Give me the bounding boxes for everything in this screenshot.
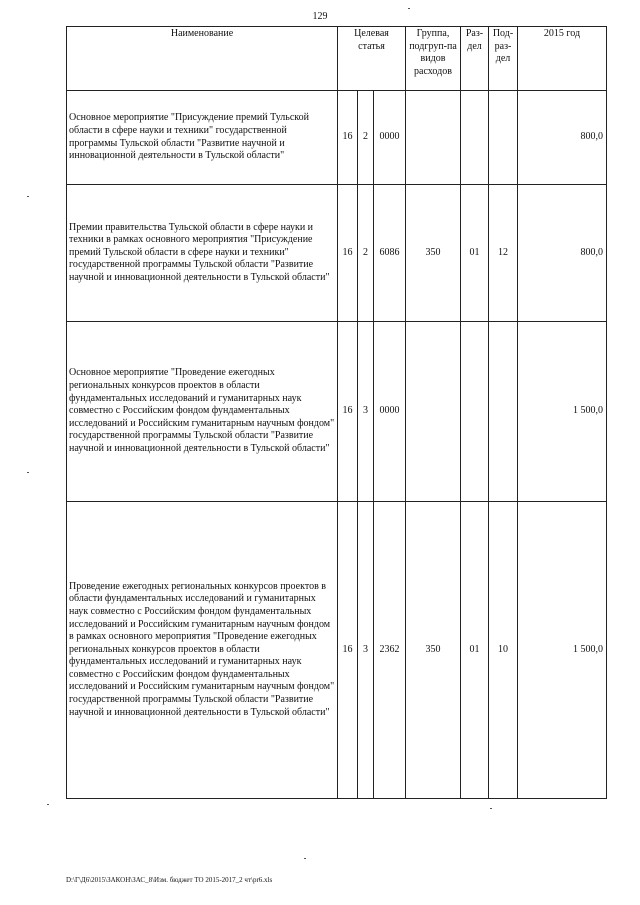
header-year: 2015 год	[518, 27, 607, 91]
page-number: 129	[312, 11, 328, 22]
target-item-program: 16	[338, 502, 358, 799]
header-target-item: Целевая статья	[338, 27, 406, 91]
scan-speck	[408, 8, 410, 9]
row-name: Основное мероприятие "Проведение ежегодных региональных конкурсов проектов в области фундаментальных исследований и гуманитарных наук совместно с Российским фондом фундаментальных исследований и Российским гуманитарным научным фондом" государственной программы Тульской области "Развитие научной и инновационной деятельности в Тульской области"	[67, 322, 338, 502]
row-name: Основное мероприятие "Присуждение премий Тульской области в сфере науки и техники" государственной программы Тульской области "Развитие научной и инновационной деятельности в Тульской области"	[67, 91, 338, 185]
target-item-program: 16	[338, 322, 358, 502]
expense-group	[406, 91, 461, 185]
amount-2015: 800,0	[518, 185, 607, 322]
section: 01	[461, 185, 489, 322]
expense-group: 350	[406, 502, 461, 799]
target-item-direction: 6086	[374, 185, 406, 322]
header-row	[67, 27, 607, 91]
amount-2015: 800,0	[518, 91, 607, 185]
scan-speck	[27, 472, 29, 473]
table-row	[67, 502, 607, 799]
target-item-program: 16	[338, 91, 358, 185]
budget-table	[66, 26, 607, 799]
table-row	[67, 91, 607, 185]
scan-speck	[490, 808, 492, 809]
amount-2015: 1 500,0	[518, 322, 607, 502]
table-row	[67, 322, 607, 502]
subsection: 10	[489, 502, 518, 799]
target-item-subprogram: 2	[358, 91, 374, 185]
section	[461, 91, 489, 185]
target-item-direction: 2362	[374, 502, 406, 799]
subsection	[489, 322, 518, 502]
section: 01	[461, 502, 489, 799]
section	[461, 322, 489, 502]
amount-2015: 1 500,0	[518, 502, 607, 799]
row-name: Премии правительства Тульской области в сфере науки и техники в рамках основного мероприятия "Присуждение премий Тульской области в сфере науки и техники" государственной программы Тульской области "Развитие научной и инновационной деятельности в Тульской области"	[67, 185, 338, 322]
target-item-direction: 0000	[374, 322, 406, 502]
row-name: Проведение ежегодных региональных конкурсов проектов в области фундаментальных исследований и гуманитарных наук совместно с Российским фондом фундаментальных исследований и Российским гуманитарным научным фондом в рамках основного мероприятия "Проведение ежегодных региональных конкурсов проектов в области фундаментальных исследований и гуманитарных наук совместно с Российским фондом фундаментальных исследований и Российским гуманитарным научным фондом" государственной программы Тульской области "Развитие научной и инновационной деятельности в Тульской области"	[67, 502, 338, 799]
header-expense-group: Группа, подгруп-па видов расходов	[406, 27, 461, 91]
scan-speck	[47, 804, 49, 805]
target-item-direction: 0000	[374, 91, 406, 185]
header-section: Раз-дел	[461, 27, 489, 91]
header-subsection: Под-раз-дел	[489, 27, 518, 91]
target-item-program: 16	[338, 185, 358, 322]
scan-speck	[304, 858, 306, 859]
header-name: Наименование	[67, 27, 338, 91]
scan-speck	[27, 196, 29, 197]
target-item-subprogram: 3	[358, 322, 374, 502]
subsection: 12	[489, 185, 518, 322]
table-row	[67, 185, 607, 322]
expense-group: 350	[406, 185, 461, 322]
target-item-subprogram: 3	[358, 502, 374, 799]
file-path-footer: D:\Г\Д6\2015\ЗАКОН\ЗАС_8\Изм. бюджет ТО 2015-2017_2 чт\pr6.xls	[66, 876, 273, 884]
expense-group	[406, 322, 461, 502]
subsection	[489, 91, 518, 185]
target-item-subprogram: 2	[358, 185, 374, 322]
